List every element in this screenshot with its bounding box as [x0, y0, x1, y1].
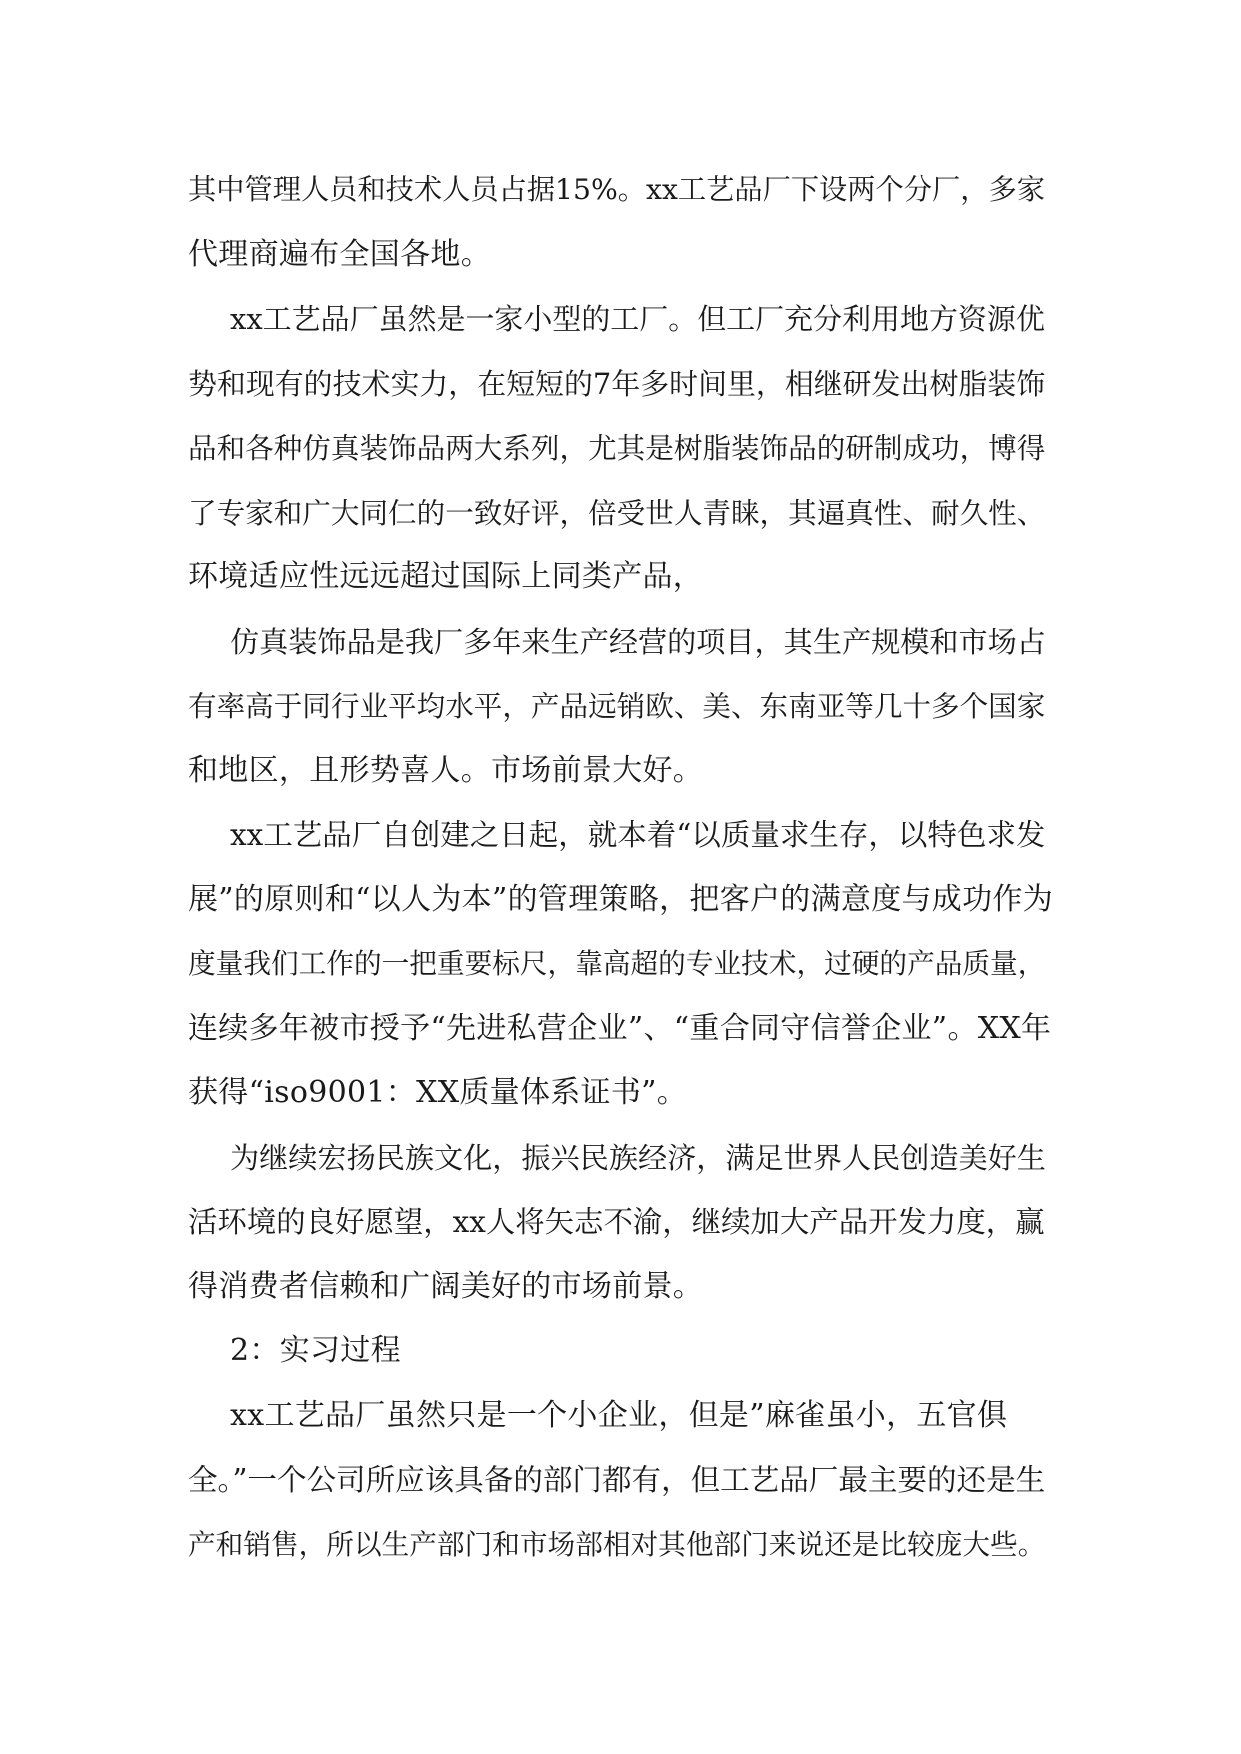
paragraph-vision	[188, 1126, 1054, 1320]
paragraph-staff	[188, 158, 1054, 287]
paragraph-principles	[188, 803, 1054, 1126]
section-heading-internship-process	[188, 1319, 1054, 1384]
text-line: 全。”一个公司所应该具备的部门都有，但工艺品厂最主要的还是生	[188, 1463, 1046, 1497]
text-line: 展”的原则和“以人为本”的管理策略，把客户的满意度与成功作为	[188, 881, 1054, 917]
paragraph-factory-intro	[188, 287, 1054, 610]
text-line: 活环境的良好愿望，xx人将矢志不渝，继续加大产品开发力度，赢	[188, 1205, 1045, 1239]
text-line: xx工艺品厂自创建之日起，就本着“以质量求生存，以特色求发	[230, 818, 1046, 852]
text-line: 品和各种仿真装饰品两大系列，尤其是树脂装饰品的研制成功，博得	[188, 431, 1046, 465]
text-line: 为继续宏扬民族文化，振兴民族经济，满足世界人民创造美好生	[230, 1140, 1046, 1175]
text-line: 有率高于同行业平均水平，产品远销欧、美、东南亚等几十多个国家	[188, 689, 1046, 723]
paragraph-departments	[188, 1384, 1054, 1578]
text-line: 2：实习过程	[230, 1333, 401, 1368]
text-line: 仿真装饰品是我厂多年来生产经营的项目，其生产规模和市场占	[230, 624, 1046, 659]
text-line: 连续多年被市授予“先进私营企业”、“重合同守信誉企业”。XX年	[188, 1010, 1052, 1046]
text-line: 产和销售，所以生产部门和市场部相对其他部门来说还是比较庞大些。	[188, 1527, 1046, 1561]
text-line: xx工艺品厂虽然是一家小型的工厂。但工厂充分利用地方资源优	[230, 302, 1045, 336]
text-line: 和地区，且形势喜人。市场前景大好。	[188, 752, 704, 788]
text-line: 环境适应性远远超过国际上同类产品，	[188, 559, 704, 594]
text-line: 势和现有的技术实力，在短短的7年多时间里，相继研发出树脂装饰	[188, 366, 1046, 401]
document-page	[188, 158, 1054, 1577]
text-line: 代理商遍布全国各地。	[188, 236, 491, 272]
text-line: 获得“iso9001：XX质量体系证书”。	[188, 1075, 688, 1110]
text-line: 其中管理人员和技术人员占据15%。xx工艺品厂下设两个分厂，多家	[188, 173, 1045, 206]
text-line: 度量我们工作的一把重要标尺，靠高超的专业技术，过硬的产品质量，	[188, 947, 1046, 980]
text-line: 了专家和广大同仁的一致好评，倍受世人青睐，其逼真性、耐久性、	[188, 495, 1046, 530]
text-line: xx工艺品厂虽然只是一个小企业，但是”麻雀虽小，五官俱	[230, 1397, 1008, 1433]
text-line: 得消费者信赖和广阔美好的市场前景。	[188, 1268, 704, 1304]
paragraph-products	[188, 610, 1054, 804]
